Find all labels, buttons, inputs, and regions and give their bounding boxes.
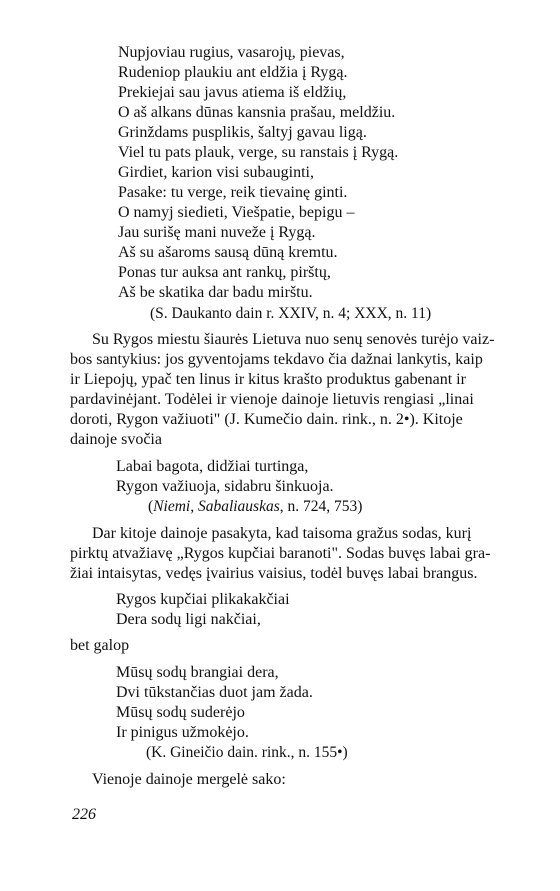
verse-line: O namyj siedieti, Viešpatie, bepigu – (118, 204, 355, 221)
paragraph-line: Su Rygos miestu šiaurės Lietuva nuo senų senovės turėjo vaiz- (92, 331, 495, 348)
paragraph-line: pirktų atvažiavę „Rygos kupčiai baranoti". Sodas buvęs labai gra- (70, 545, 491, 562)
verse-line: Grinždams pusplikis, šaltyj gavau ligą. (118, 124, 367, 141)
paragraph-line: bos santykius: jos gyventojams tekdavo čia dažnai lankytis, kaip (70, 351, 483, 368)
verse-line: Aš be skatika dar badu mirštu. (118, 284, 313, 301)
source-citation: (Niemi, Sabaliauskas, n. 724, 753) (148, 498, 363, 515)
source-citation: (S. Daukanto dain r. XXIV, n. 4; XXX, n. 11) (150, 305, 432, 322)
verse-line: Rudeniop plaukiu ant eldžia į Rygą. (118, 64, 348, 81)
verse-line: Mūsų sodų suderėjo (116, 704, 245, 721)
verse-line: Mūsų sodų brangiai dera, (116, 664, 279, 681)
verse-line: Ponas tur auksa ant rankų, pirštų, (118, 264, 331, 281)
paragraph-line: ir Liepojų, ypač ten linus ir kitus krašto produktus gabenant ir (70, 371, 466, 388)
paragraph-line: žiai intaisytas, vedęs įvairius vaisius, todėl buvęs labai brangus. (70, 565, 478, 582)
citation-authors: Niemi, Sabaliauskas (153, 498, 280, 515)
source-citation: (K. Gineičio dain. rink., n. 155•) (146, 744, 348, 761)
verse-line: Rygos kupčiai plikakakčiai (116, 591, 290, 608)
verse-line: Prekiejai sau javus atiema iš eldžių, (118, 84, 347, 101)
paragraph-line: doroti, Rygon važiuoti" (J. Kumečio dain. rink., n. 2•). Kitoje (70, 411, 463, 428)
citation-numbers: , n. 724, 753) (279, 498, 363, 515)
closing-sentence: Vienoje dainoje mergelė sako: (92, 771, 286, 788)
verse-line: Ir pinigus užmokėjo. (116, 724, 249, 741)
paragraph-line: Dar kitoje dainoje pasakyta, kad taisoma gražus sodas, kurį (92, 525, 472, 542)
verse-line: Dvi tūkstančias duot jam žada. (116, 684, 313, 701)
verse-line: Jau surišę mani nuveže į Rygą. (118, 224, 316, 241)
paragraph-line: pardavinėjant. Todėlei ir vienoje dainoje lietuvis rengiasi „linai (70, 391, 474, 408)
verse-line: Aš su ašaroms sausą dūną kremtu. (118, 244, 338, 261)
verse-line: Dera sodų ligi nakčiai, (116, 611, 261, 628)
verse-line: Girdiet, karion visi subauginti, (118, 164, 314, 181)
verse-line: Viel tu pats plauk, verge, su ranstais į Rygą. (118, 144, 399, 161)
verse-line: O aš alkans dūnas kansnia prašau, meldžiu. (118, 104, 396, 121)
verse-line: Pasake: tu verge, reik tievainę ginti. (118, 184, 348, 201)
connector-text: bet galop (70, 637, 130, 654)
verse-line: Nupjoviau rugius, vasarojų, pievas, (118, 44, 345, 61)
paragraph-line: dainoje svočia (70, 431, 162, 448)
page-number: 226 (72, 806, 96, 823)
verse-line: Labai bagota, didžiai turtinga, (116, 458, 309, 475)
verse-line: Rygon važiuoja, sidabru šinkuoja. (116, 478, 334, 495)
